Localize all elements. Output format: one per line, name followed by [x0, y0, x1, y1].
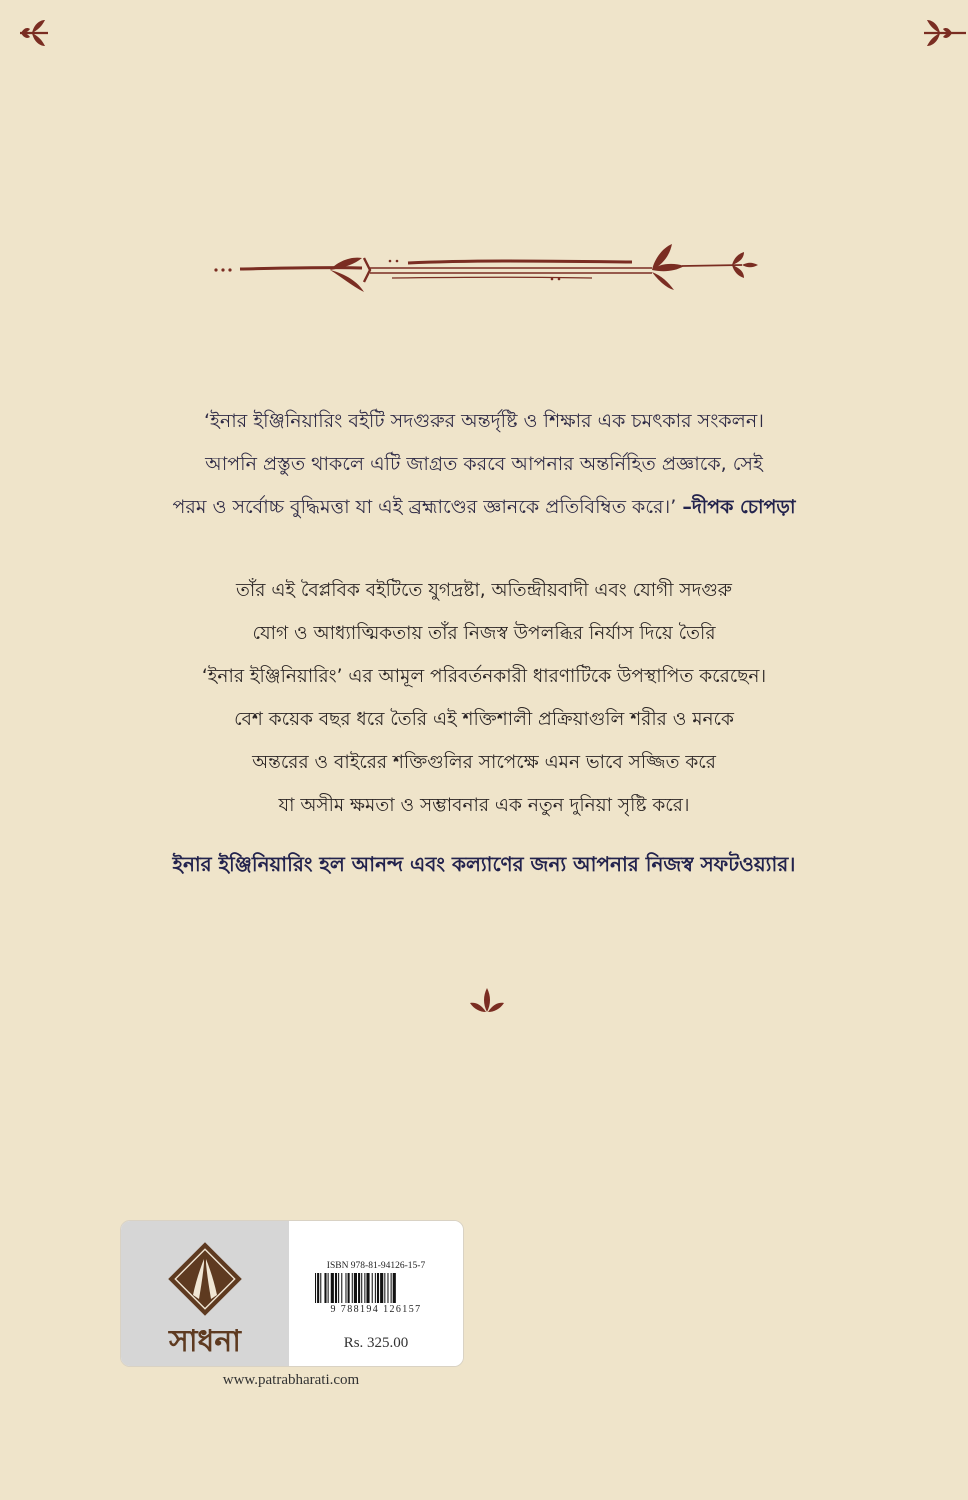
barcode-bar — [393, 1273, 396, 1303]
barcode-bar — [361, 1273, 362, 1303]
endorsement-quote — [60, 400, 908, 529]
barcode-bar — [352, 1273, 353, 1303]
barcode-bar — [341, 1273, 342, 1303]
barcode-bar — [315, 1273, 316, 1303]
publisher-logo — [121, 1221, 289, 1366]
publisher-website: www.patrabharati.com — [222, 1372, 360, 1388]
barcode-bar — [375, 1273, 376, 1303]
quote-last-line: পরম ও সর্বোচ্চ বুদ্ধিমত্তা যা এই ব্রহ্মাণ্ডের জ্ঞানকে প্রতিবিম্বিত করে।’ — [172, 496, 677, 518]
tagline: ইনার ইঞ্জিনিয়ারিং হল আনন্দ এবং কল্যাণের জন্য আপনার নিজস্ব সফটওয়্যার। — [172, 852, 796, 876]
barcode-bar — [391, 1273, 392, 1303]
barcode-bar — [345, 1273, 346, 1303]
description-line: বেশ কয়েক বছর ধরে তৈরি এই শক্তিশালী প্রক্রিয়াগুলি শরীর ও মনকে — [234, 709, 734, 730]
barcode-bar — [331, 1273, 334, 1303]
barcode-bar — [320, 1273, 321, 1303]
barcode-bar — [364, 1273, 365, 1303]
barcode-area — [289, 1221, 463, 1366]
barcode-bar — [380, 1273, 383, 1303]
price: Rs. 325.00 — [343, 1335, 409, 1351]
barcode-bar — [348, 1273, 350, 1303]
description-line: ‘ইনার ইঞ্জিনিয়ারিং’ এর আমূল পরিবর্তনকারী ধারণাটিকে উপস্থাপিত করেছেন। — [201, 666, 767, 687]
barcode — [315, 1273, 437, 1303]
barcode-bar — [387, 1273, 388, 1303]
praying-hands-icon — [163, 1237, 247, 1321]
barcode-bar — [377, 1273, 379, 1303]
leaf-ornament-icon — [469, 986, 505, 1016]
corner-ornament-left-icon — [18, 16, 50, 50]
barcode-bar — [372, 1273, 373, 1303]
barcode-bar — [384, 1273, 385, 1303]
barcode-bar — [317, 1273, 319, 1303]
barcode-bar — [366, 1273, 369, 1303]
barcode-bar — [335, 1273, 337, 1303]
barcode-bar — [338, 1273, 339, 1303]
quote-attribution: –দীপক চোপড়া — [682, 496, 796, 518]
quote-line — [60, 486, 908, 529]
barcode-bar — [358, 1273, 360, 1303]
publisher-box — [120, 1220, 464, 1367]
description-line: অন্তরের ও বাইরের শক্তিগুলির সাপেক্ষে এমন ভাবে সজ্জিত করে — [252, 752, 716, 773]
barcode-bar — [324, 1273, 326, 1303]
isbn-text: ISBN 978-81-94126-15-7 — [326, 1261, 426, 1271]
quote-line: আপনি প্রস্তুত থাকলে এটি জাগ্রত করবে আপনার অন্তর্নিহিত প্রজ্ঞাকে, সেই — [205, 453, 763, 475]
book-description — [60, 569, 908, 827]
description-line: তাঁর এই বৈপ্লবিক বইটিতে যুগদ্রষ্টা, অতিন্দ্রীয়বাদী এবং যোগী সদগুরু — [236, 580, 732, 601]
barcode-number: 9 788194 126157 — [330, 1304, 422, 1315]
corner-ornament-right-icon — [922, 16, 966, 50]
quote-line: ‘ইনার ইঞ্জিনিয়ারিং বইটি সদগুরুর অন্তর্দৃষ্টি ও শিক্ষার এক চমৎকার সংকলন। — [204, 410, 764, 432]
barcode-bar — [354, 1273, 357, 1303]
description-line: যা অসীম ক্ষমতা ও সম্ভাবনার এক নতুন দুনিয়া সৃষ্টি করে। — [278, 795, 690, 816]
description-line: যোগ ও আধ্যাত্মিকতায় তাঁর নিজস্ব উপলব্ধির নির্যাস দিয়ে তৈরি — [252, 623, 716, 644]
divider-ornament-icon — [212, 240, 760, 300]
publisher-name: সাধনা — [169, 1324, 241, 1359]
barcode-bar — [328, 1273, 329, 1303]
